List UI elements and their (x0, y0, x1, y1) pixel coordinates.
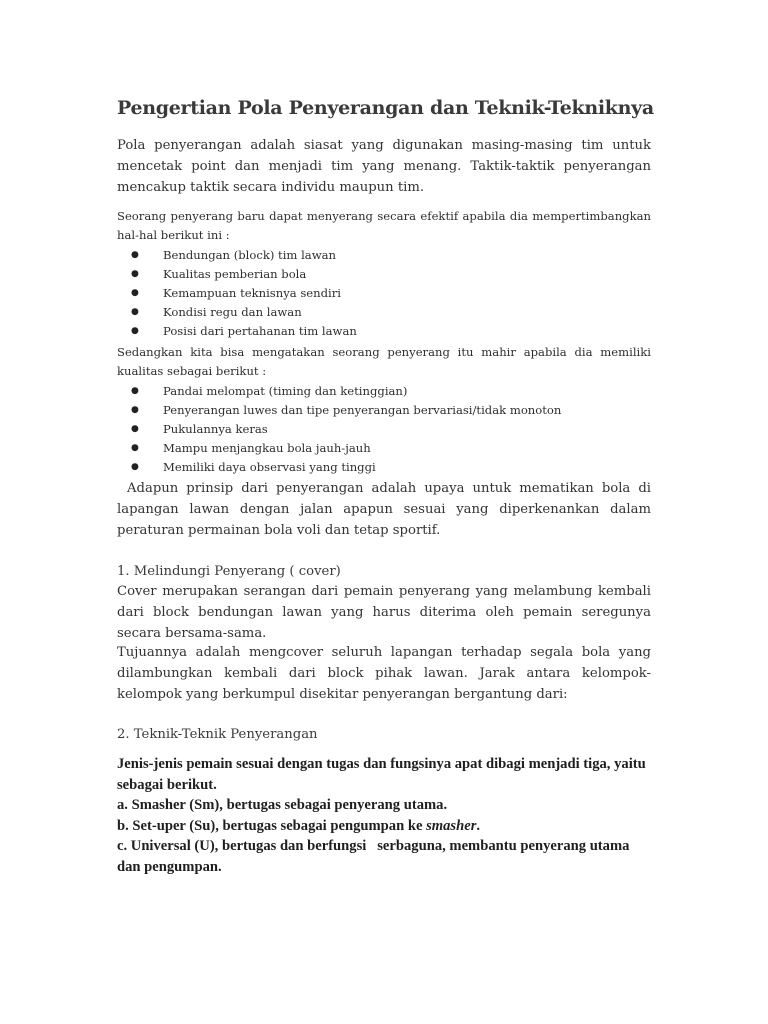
section-1-heading: 1. Melindungi Penyerang ( cover) (117, 564, 341, 579)
bullet-icon: ● (131, 269, 139, 279)
bullet-icon: ● (131, 424, 139, 434)
list-item: ● Penyerangan luwes dan tipe penyerangan bervariasi/tidak monoton (117, 401, 651, 420)
list-item: ● Kualitas pemberian bola (117, 265, 651, 284)
bullet-icon: ● (131, 250, 139, 260)
bullet-icon: ● (131, 462, 139, 472)
consider-list (117, 246, 651, 341)
bullet-icon: ● (131, 386, 139, 396)
principle-paragraph: Adapun prinsip dari penyerangan adalah upaya untuk mematikan bola di lapangan lawan dengan jalan apapun sesuai yang diperkenankan dalam peraturan permainan bola voli dan tetap sportif. (117, 481, 651, 538)
consider-paragraph: Seorang penyerang baru dapat menyerang secara efektif apabila dia mempertimbangkan hal-hal berikut ini : (117, 209, 651, 242)
list-item: ● Pukulannya keras (117, 420, 651, 439)
player-type-smasher: a. Smasher (Sm), bertugas sebagai penyerang utama. (117, 797, 448, 813)
list-item: ● Kondisi regu dan lawan (117, 303, 651, 322)
section-1-paragraph-2: Tujuannya adalah mengcover seluruh lapangan terhadap segala bola yang dilambungkan kembali dari block pihak lawan. Jarak antara kelompok-kelompok yang berkumpul disekitar penyerangan bergantung dari: (117, 645, 651, 702)
player-type-setuper: b. Set-uper (Su), bertugas sebagai pengumpan ke smasher. (117, 818, 481, 834)
list-item: ● Pandai melompat (timing dan ketinggian) (117, 382, 651, 401)
bullet-icon: ● (131, 326, 139, 336)
list-item: ● Posisi dari pertahanan tim lawan (117, 322, 651, 341)
bullet-icon: ● (131, 405, 139, 415)
bullet-icon: ● (131, 288, 139, 298)
section-2-intro: Jenis-jenis pemain sesuai dengan tugas dan fungsinya apat dibagi menjadi tiga, yaitu sebagai berikut. (117, 756, 646, 793)
list-item: ● Mampu menjangkau bola jauh-jauh (117, 439, 651, 458)
list-item: ● Memiliki daya observasi yang tinggi (117, 458, 651, 477)
skill-list (117, 382, 651, 477)
intro-paragraph: Pola penyerangan adalah siasat yang digunakan masing-masing tim untuk mencetak point dan menjadi tim yang menang. Taktik-taktik penyerangan mencakup taktik secara individu maupun tim. (117, 138, 651, 195)
page-title: Pengertian Pola Penyerangan dan Teknik-Tekniknya (117, 97, 654, 119)
list-item: ● Bendungan (block) tim lawan (117, 246, 651, 265)
skill-paragraph: Sedangkan kita bisa mengatakan seorang penyerang itu mahir apabila dia memiliki kualitas sebagai berikut : (117, 345, 651, 378)
section-1-paragraph-1: Cover merupakan serangan dari pemain penyerang yang melambung kembali dari block bendungan lawan yang harus diterima oleh pemain seregunya secara bersama-sama. (117, 584, 651, 641)
player-type-universal: c. Universal (U), bertugas dan berfungsi serbaguna, membantu penyerang utama dan pengumpan. (117, 838, 634, 875)
bullet-icon: ● (131, 443, 139, 453)
list-item: ● Kemampuan teknisnya sendiri (117, 284, 651, 303)
section-2-heading: 2. Teknik-Teknik Penyerangan (117, 727, 318, 742)
bullet-icon: ● (131, 307, 139, 317)
